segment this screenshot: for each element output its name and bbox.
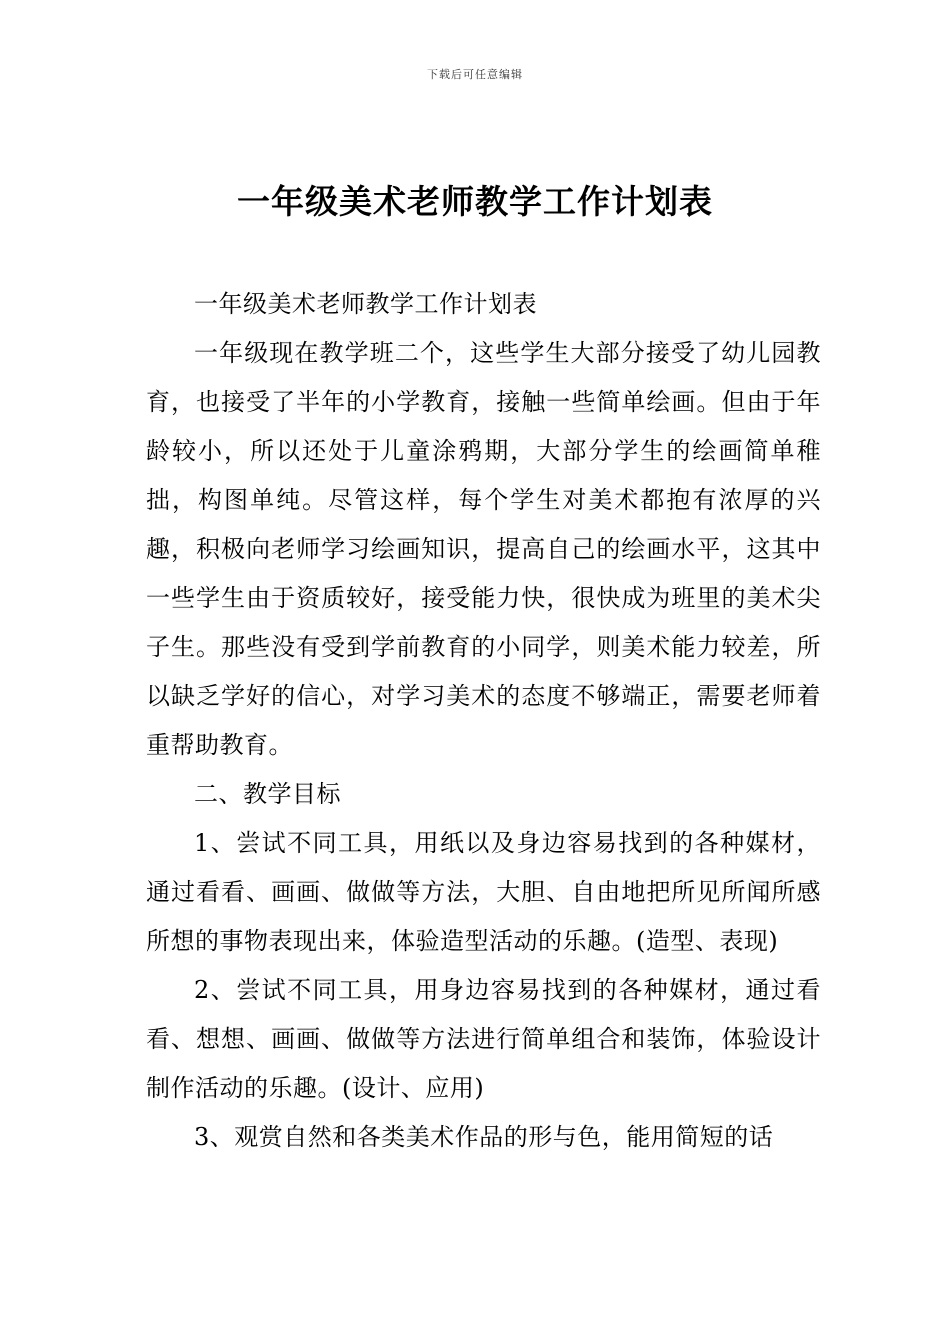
paragraph-overview: 一年级现在教学班二个，这些学生大部分接受了幼儿园教育，也接受了半年的小学教育，接触一些简单绘画。但由于年龄较小，所以还处于儿童涂鸦期，大部分学生的绘画简单稚拙，构图单纯。尽管这样，每个学生对美术都抱有浓厚的兴趣，积极向老师学习绘画知识，提高自己的绘画水平，这其中一些学生由于资质较好，接受能力快，很快成为班里的美术尖子生。那些没有受到学前教育的小同学，则美术能力较差，所以缺乏学好的信心，对学习美术的态度不够端正，需要老师着重帮助教育。 <box>146 339 821 759</box>
paragraph-subtitle: 一年级美术老师教学工作计划表 <box>194 290 537 318</box>
document-body <box>146 280 821 1162</box>
paragraph-goal-2: 2、尝试不同工具，用身边容易找到的各种媒材，通过看看、想想、画画、做做等方法进行简单组合和装饰，体验设计制作活动的乐趣。(设计、应用) <box>146 976 821 1102</box>
paragraph-goal-3: 3、观赏自然和各类美术作品的形与色，能用简短的话 <box>194 1123 774 1151</box>
page-header-note: 下载后可任意编辑 <box>427 68 523 81</box>
document-title: 一年级美术老师教学工作计划表 <box>237 182 713 221</box>
section-heading-teaching-goals: 二、教学目标 <box>194 780 341 808</box>
paragraph-goal-1: 1、尝试不同工具，用纸以及身边容易找到的各种媒材，通过看看、画画、做做等方法，大胆、自由地把所见所闻所感所想的事物表现出来，体验造型活动的乐趣。(造型、表现) <box>146 829 821 955</box>
